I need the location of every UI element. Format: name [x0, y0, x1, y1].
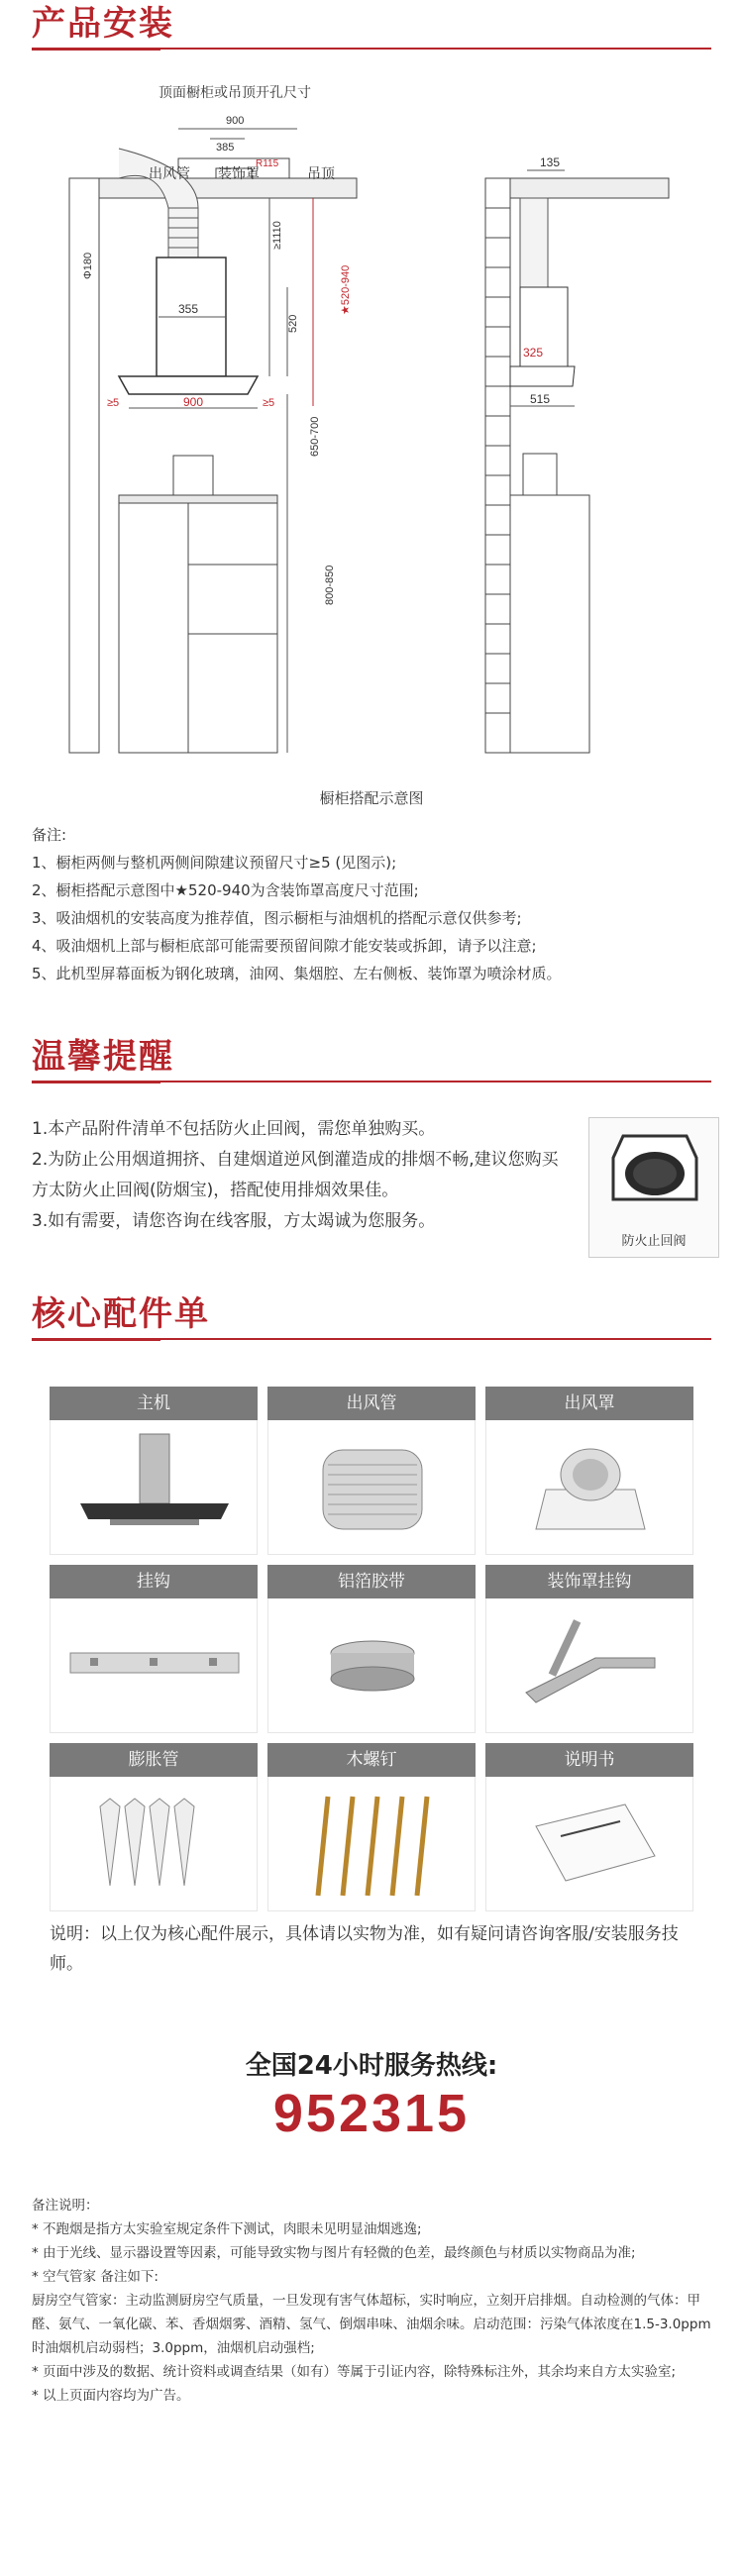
- part-image: [485, 1777, 693, 1911]
- part-image: [50, 1598, 258, 1733]
- tip-item: 2.为防止公用烟道拥挤、自建烟道逆风倒灌造成的排烟不畅,建议您购买方太防火止回阀(防烟宝)，搭配使用排烟效果佳。: [32, 1150, 559, 1200]
- part-name: 木螺钉: [267, 1743, 476, 1777]
- part-cell: [50, 1387, 258, 1555]
- part-image: [50, 1420, 258, 1555]
- manual-icon: [486, 1777, 694, 1911]
- parts-grid: [50, 1387, 693, 1921]
- part-cell: [50, 1743, 258, 1911]
- hook-bracket-icon: [51, 1598, 259, 1733]
- install-title: 产品安装: [32, 4, 174, 44]
- top-view-label: 顶面橱柜或吊顶开孔尺寸: [159, 84, 311, 100]
- range-hood-icon: [51, 1420, 259, 1555]
- part-image: [267, 1777, 476, 1911]
- label-ceiling: 吊顶: [307, 165, 335, 181]
- section-divider: [32, 48, 711, 50]
- part-name: 说明书: [485, 1743, 693, 1777]
- wall-anchor-icon: [51, 1777, 259, 1911]
- fine-line: * 不跑烟是指方太实验室规定条件下测试，肉眼未见明显油烟逃逸;: [32, 2221, 422, 2237]
- dim-385: 385: [216, 142, 235, 154]
- tips-list: [32, 1114, 567, 1237]
- duct-pipe-icon: [268, 1420, 477, 1555]
- note-item: 2、橱柜搭配示意图中★520-940为含装饰罩高度尺寸范围;: [32, 881, 419, 899]
- note-item: 1、橱柜两侧与整机两侧间隙建议预留尺寸≥5 (见图示);: [32, 854, 397, 872]
- notes-title: 备注:: [32, 826, 67, 844]
- note-item: 5、此机型屏幕面板为钢化玻璃，油网、集烟腔、左右侧板、装饰罩为喷涂材质。: [32, 965, 562, 982]
- fire-check-valve-card: [588, 1117, 719, 1258]
- brick-wall-right: [485, 178, 510, 753]
- side-cabinet: [510, 495, 589, 753]
- base-cabinet: [119, 503, 277, 753]
- foil-tape-icon: [268, 1598, 477, 1733]
- part-name: 铝箔胶带: [267, 1565, 476, 1598]
- section-divider: [32, 1081, 711, 1082]
- countertop: [119, 495, 277, 503]
- cabinet-diagram-svg: [82, 79, 684, 773]
- diagram-caption: 橱柜搭配示意图: [319, 789, 424, 807]
- part-name: 主机: [50, 1387, 258, 1420]
- fine-line: * 空气管家 备注如下:: [32, 2269, 159, 2285]
- part-cell: [267, 1387, 476, 1555]
- part-name: 出风罩: [485, 1387, 693, 1420]
- part-image: [267, 1420, 476, 1555]
- tips-section-header: [32, 1035, 711, 1079]
- parts-note: 说明：以上仅为核心配件展示，具体请以实物为准，如有疑问请咨询客服/安装服务技师。: [50, 1924, 679, 1974]
- note-item: 3、吸油烟机的安装高度为推荐值，图示橱柜与油烟机的搭配示意仅供参考;: [32, 909, 522, 927]
- part-name: 装饰罩挂钩: [485, 1565, 693, 1598]
- dim-side-325: 325: [523, 346, 544, 360]
- part-cell: [485, 1565, 693, 1733]
- side-ceiling: [510, 178, 669, 198]
- dim-520: 520: [287, 314, 299, 333]
- part-image: [485, 1420, 693, 1555]
- part-name: 膨胀管: [50, 1743, 258, 1777]
- dim-side-515: 515: [530, 392, 551, 406]
- side-pot: [523, 454, 557, 495]
- dim-355: 355: [178, 302, 199, 316]
- note-item: 4、吸油烟机上部与橱柜底部可能需要预留间隙才能安装或拆卸，请予以注意;: [32, 937, 537, 955]
- dim-650-700: 650-700: [309, 416, 321, 457]
- fine-line: * 以上页面内容均为广告。: [32, 2388, 190, 2404]
- tip-item: 3.如有需要，请您咨询在线客服，方太竭诚为您服务。: [32, 1211, 436, 1231]
- part-image: [50, 1777, 258, 1911]
- install-section-header: [32, 2, 711, 46]
- dim-900: 900: [183, 395, 204, 409]
- dim-phi180: Φ180: [82, 252, 94, 279]
- dim-800-850: 800-850: [324, 565, 336, 605]
- part-cell: [485, 1387, 693, 1555]
- cover-hook-icon: [486, 1598, 694, 1733]
- tips-title: 温馨提醒: [32, 1037, 174, 1077]
- valve-caption: 防火止回阀: [621, 1234, 687, 1249]
- fine-line: * 由于光线、显示器设置等因素，可能导致实物与图片有轻微的色差，最终颜色与材质以实物商品为准;: [32, 2245, 636, 2261]
- cabinet-diagram: [82, 79, 684, 773]
- tip-item: 1.本产品附件清单不包括防火止回阀，需您单独购买。: [32, 1119, 436, 1139]
- outlet-cover-icon: [486, 1420, 694, 1555]
- part-cell: [267, 1565, 476, 1733]
- fine-line: * 页面中涉及的数据、统计资料或调查结果（如有）等属于引证内容，除特殊标注外，其余均来自方太实验室;: [32, 2364, 677, 2380]
- dim-520-940: ★520-940: [340, 264, 352, 315]
- fine-print: [32, 2194, 715, 2408]
- hood-body: [119, 376, 258, 394]
- ceiling-slab: [99, 178, 357, 198]
- hotline-label: 全国24小时服务热线:: [245, 2051, 498, 2081]
- hotline-number[interactable]: 952315: [272, 2084, 471, 2143]
- install-notes: [32, 822, 715, 988]
- dim-r115: R115: [256, 158, 279, 169]
- fine-title: 备注说明：: [32, 2198, 99, 2214]
- part-name: 挂钩: [50, 1565, 258, 1598]
- pot: [173, 456, 213, 495]
- label-duct: 出风管: [149, 165, 190, 181]
- section-divider: [32, 1338, 711, 1340]
- dim-gap-right: ≥5: [263, 397, 275, 409]
- dim-900-top: 900: [226, 115, 245, 127]
- part-cell: [50, 1565, 258, 1733]
- parts-title: 核心配件单: [32, 1294, 210, 1334]
- part-name: 出风管: [267, 1387, 476, 1420]
- dim-side-135: 135: [540, 155, 561, 169]
- label-cover: 装饰罩: [218, 165, 260, 181]
- part-image: [485, 1598, 693, 1733]
- part-cell: [485, 1743, 693, 1911]
- side-hood: [510, 366, 575, 386]
- part-cell: [267, 1743, 476, 1911]
- part-image: [267, 1598, 476, 1733]
- wood-screw-icon: [268, 1777, 477, 1911]
- fine-line: 厨房空气管家：主动监测厨房空气质量，一旦发现有害气体超标，实时响应，立刻开启排烟。自动检测的气体：甲醛、氨气、一氧化碳、苯、香烟烟雾、酒精、氢气、倒烟串味、油烟余味。启动范围：污染气体浓度在1.5-3.0ppm时油烟机启动弱档；3.0ppm，油烟机启动强档;: [32, 2293, 711, 2356]
- dim-1110: ≥1110: [271, 221, 283, 250]
- dim-gap-left: ≥5: [107, 397, 120, 409]
- parts-section-header: [32, 1292, 711, 1336]
- fire-check-valve-icon: [589, 1118, 720, 1227]
